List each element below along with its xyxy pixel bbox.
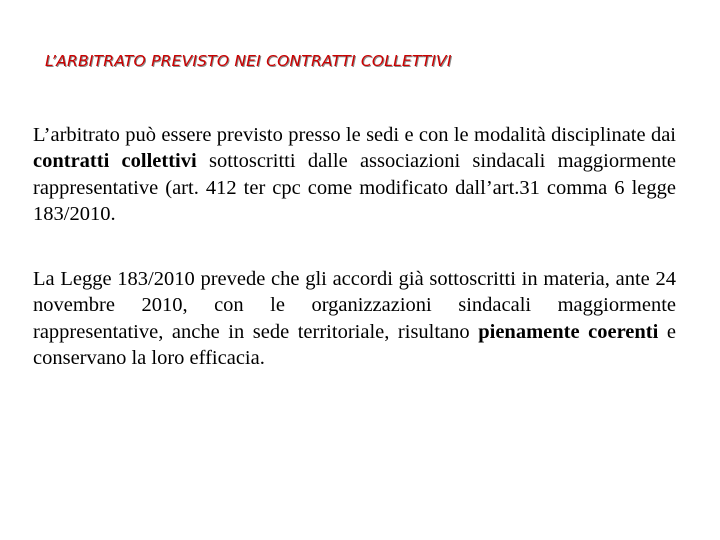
paragraph-2-text-c: e conservano la loro efficacia. <box>33 320 676 369</box>
paragraph-2-text-a: La Legge 183/2010 prevede che gli accordi già sottoscritti in materia, ante 24 novembre 2010, con le organizzazioni sindacali maggiormente rappresentative, anche in sede territoriale, risultano <box>33 268 676 343</box>
paragraph-1-text-c: sottoscritti dalle associazioni sindacali maggiormente rappresentative (art. 412 ter cpc come modificato dall’art.31 comma 6 legge 183/2010. <box>33 150 676 225</box>
paragraph-1-bold-text: contratti collettivi <box>33 150 197 173</box>
paragraph-arbitration-sites <box>33 122 676 227</box>
paragraph-1-text-a: L’arbitrato può essere previsto presso le sedi e con le modalità disciplinate dai <box>33 124 676 146</box>
paragraph-law-183-2010 <box>33 266 676 371</box>
paragraph-2-bold-text: pienamente coerenti <box>478 320 659 343</box>
slide-title: L’ARBITRATO PREVISTO NEI CONTRATTI COLLETTIVI <box>45 52 452 70</box>
